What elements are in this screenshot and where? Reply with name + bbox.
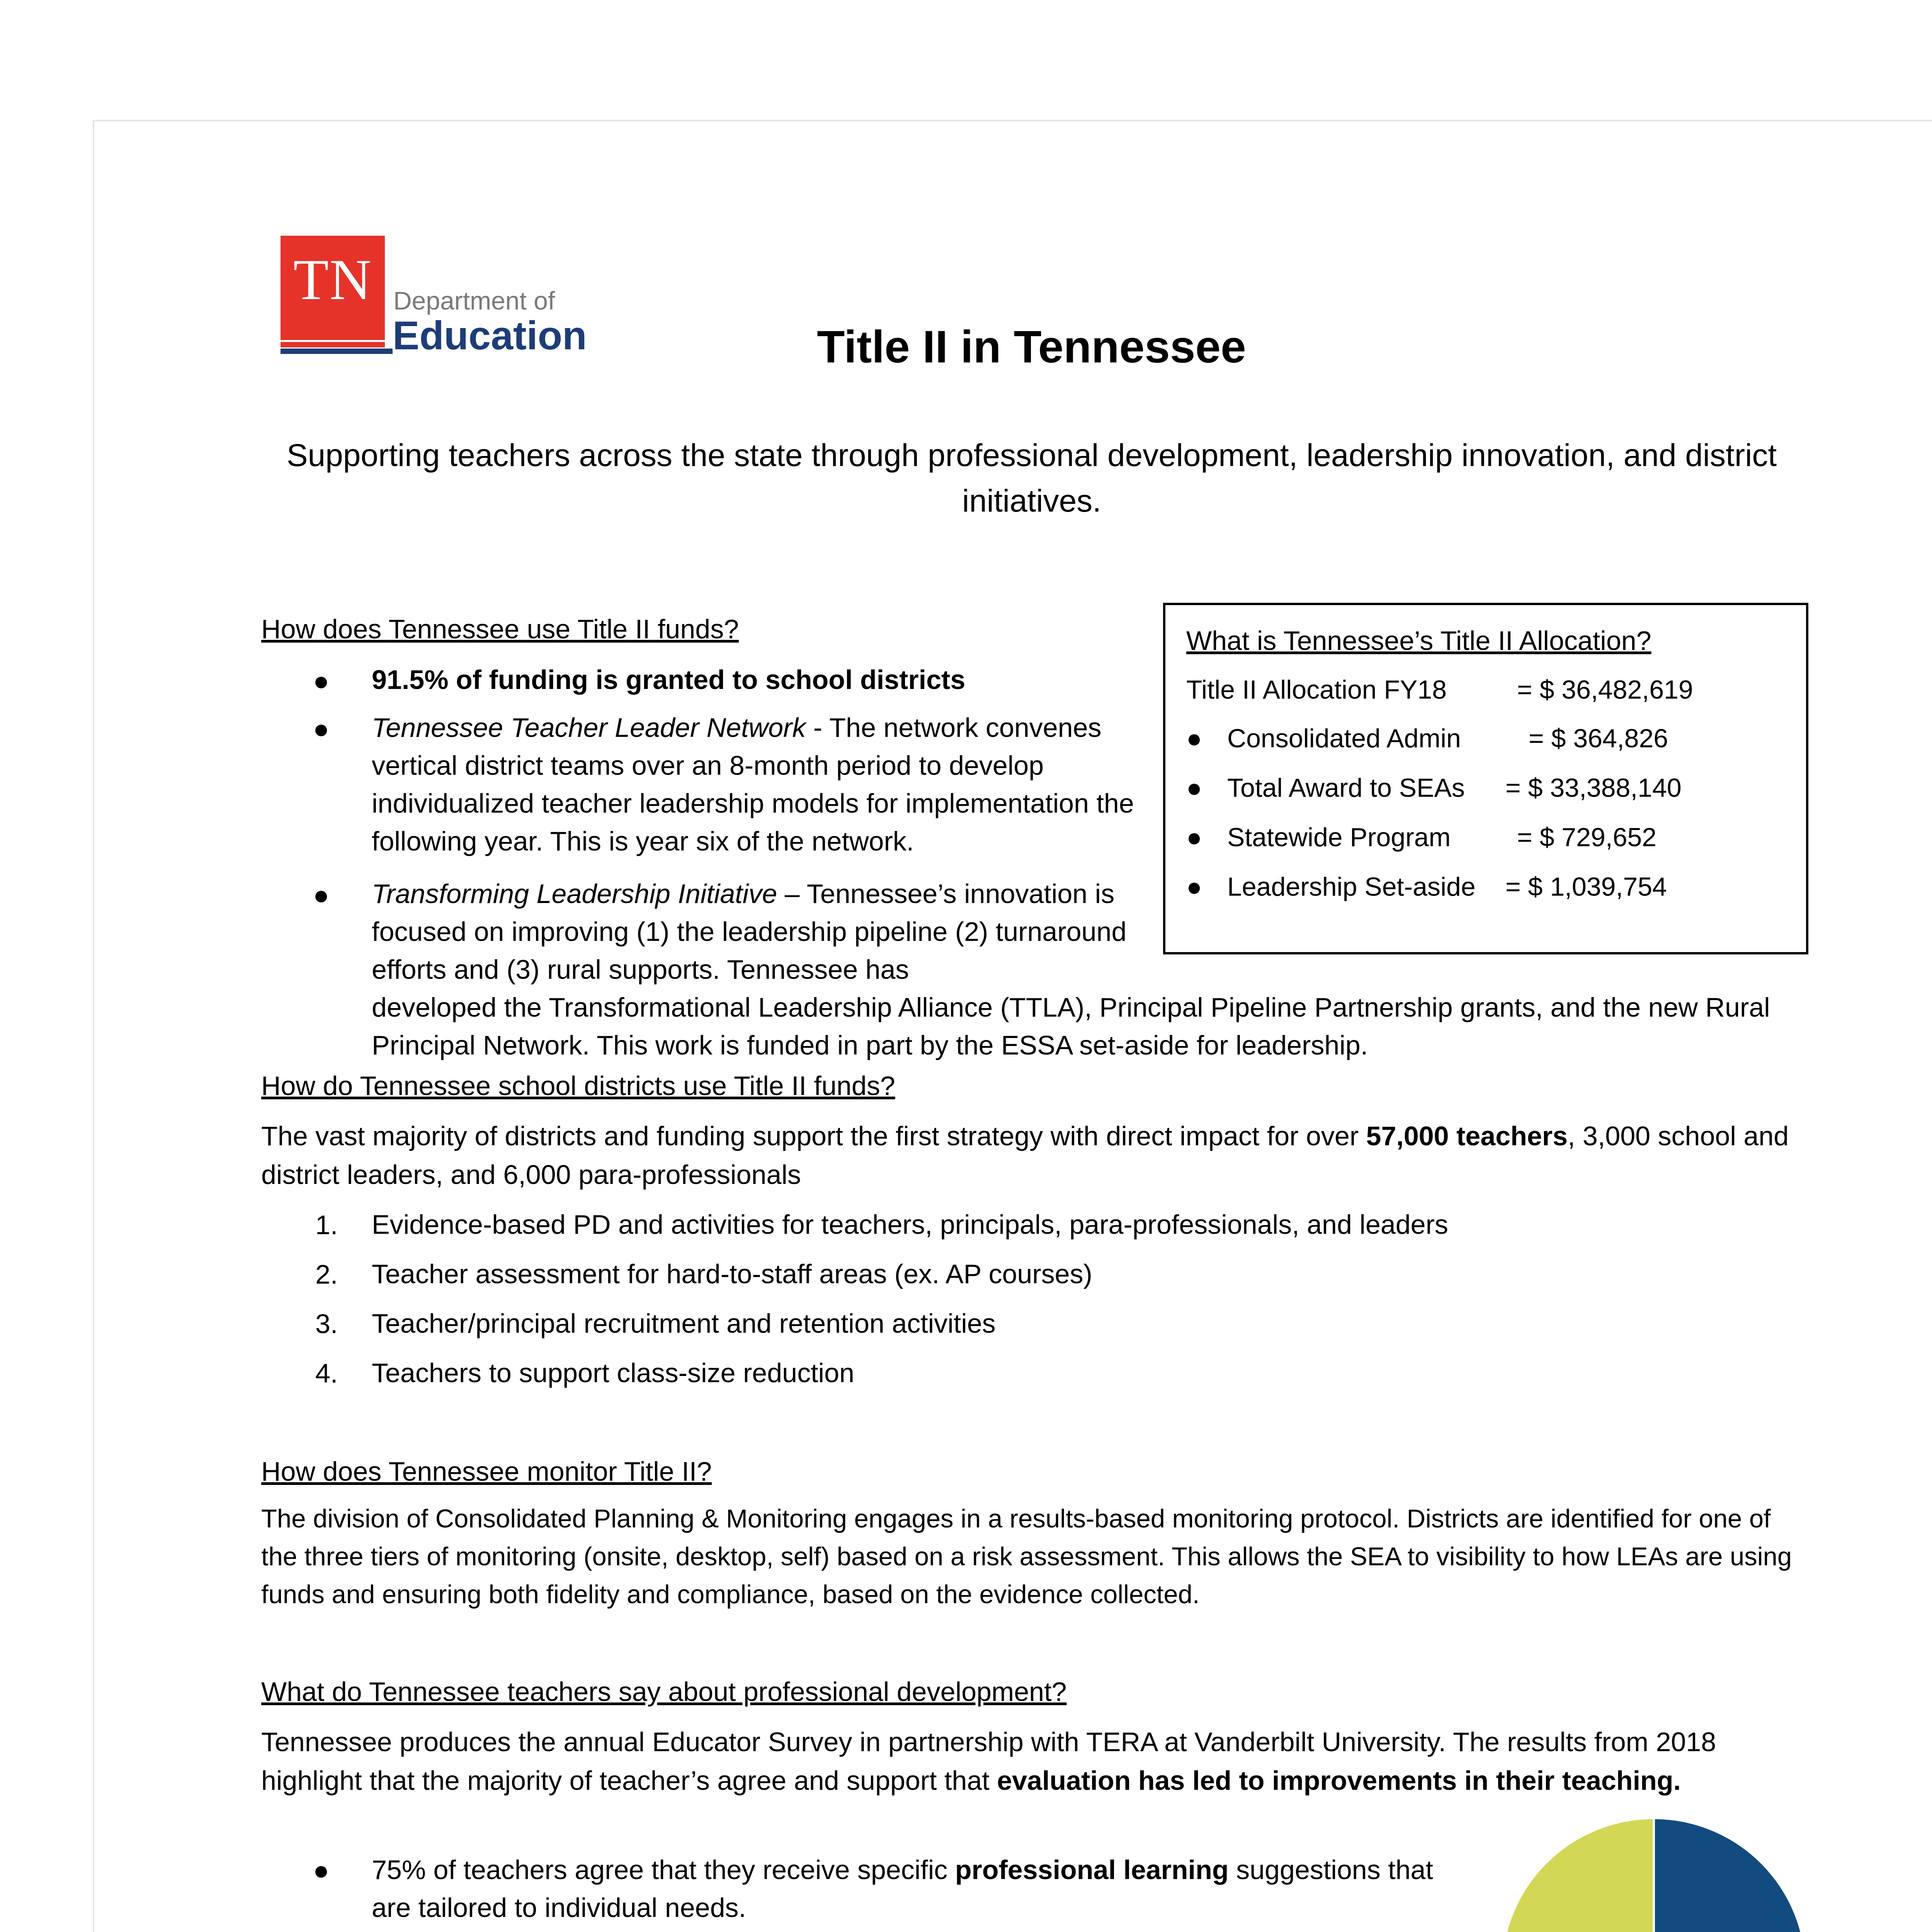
bullet-icon: ●	[1186, 724, 1202, 753]
intro-text: The vast majority of districts and funding support the first strategy with direct impact for over	[261, 1121, 1366, 1151]
pie-slice-other	[1501, 1818, 1654, 1932]
allocation-item-value: = $ 33,388,140	[1505, 773, 1682, 803]
allocation-total-value: = $ 36,482,619	[1517, 675, 1693, 704]
bullet-icon: ●	[1186, 872, 1202, 901]
logo-education-text: Education	[393, 313, 587, 358]
bullet-icon: ●	[1186, 823, 1202, 852]
section3-heading: How does Tennessee monitor Title II?	[261, 1456, 712, 1486]
transforming-leadership-continued: developed the Transformational Leadership Alliance (TTLA), Principal Pipeline Partnership grants, and the new Rural Principal Network. This work is funded in part by the ESSA set-aside for leadership.	[372, 992, 1770, 1060]
list-item: Teacher/principal recruitment and retention activities	[372, 1308, 996, 1338]
logo-tn-text: TN	[293, 248, 372, 312]
bullet-icon: ●	[313, 880, 330, 910]
list-number: 2.	[315, 1259, 338, 1289]
survey-bullet-1	[372, 1851, 1477, 1927]
allocation-item-value: = $ 729,652	[1517, 823, 1657, 852]
transforming-leadership-bullet	[372, 875, 1145, 988]
logo-department-text: Department of	[393, 286, 555, 315]
intro-text: Tennessee produces the annual Educator Survey in partnership with TERA at Vanderbilt University. The results from 2018 highlight that the majority of teacher’s agree and support that	[261, 1727, 1716, 1796]
bullet-icon: ●	[1186, 773, 1202, 803]
bullet-icon: ●	[313, 1855, 330, 1885]
allocation-item-label: Statewide Program	[1227, 823, 1451, 852]
intro-bold: evaluation has led to improvements in their teaching.	[997, 1765, 1681, 1796]
allocation-box	[1163, 603, 1808, 954]
bullet-title: Tennessee Teacher Leader Network	[372, 713, 806, 743]
section1-heading: How does Tennessee use Title II funds?	[261, 614, 739, 644]
section4-intro	[261, 1723, 1807, 1800]
intro-text: , 3,000 school and district leaders, and 6,000 para-professionals	[261, 1121, 1789, 1190]
intro-bold: 57,000 teachers	[1366, 1121, 1568, 1151]
section2-intro	[261, 1117, 1807, 1194]
section2-heading: How do Tennessee school districts use Title II funds?	[261, 1071, 895, 1101]
list-item: Evidence-based PD and activities for teachers, principals, para-professionals, and leaders	[372, 1209, 1448, 1240]
allocation-total-label: Title II Allocation FY18	[1186, 675, 1447, 704]
bullet-text: - The network convenes vertical district teams over an 8-month period to develop individualized teacher leadership models for implementation the following year. This is year six of the network.	[372, 713, 1134, 856]
bullet-icon: ●	[313, 714, 330, 744]
list-item: Teachers to support class-size reduction	[372, 1358, 854, 1388]
pd-value-pie-chart	[1499, 1816, 1808, 1932]
allocation-item-label: Leadership Set-aside	[1227, 872, 1476, 901]
section3-text: The division of Consolidated Planning & Monitoring engages in a results-based monitoring protocol. Districts are identified for one of the three tiers of monitoring (onsite, desktop, self) based on a risk assessment. This allows the SEA to visibility to how LEAs are using funds and ensuring both fidelity and compliance, based on the evidence collected.	[261, 1504, 1792, 1609]
section4-heading: What do Tennessee teachers say about professional development?	[261, 1677, 1067, 1707]
allocation-item-value: = $ 364,826	[1529, 724, 1668, 753]
funding-bullet: 91.5% of funding is granted to school districts	[372, 665, 966, 695]
bullet-text: – Tennessee’s innovation is focused on improving (1) the leadership pipeline (2) turnaround efforts and (3) rural supports. Tennessee has	[372, 879, 1127, 985]
bullet-bold: professional learning	[955, 1855, 1229, 1885]
bullet-text: 75% of teachers agree that they receive specific	[372, 1855, 955, 1885]
bullet-text: suggestions that are tailored to individual needs.	[372, 1855, 1433, 1923]
page-title: Title II in Tennessee	[817, 321, 1246, 372]
list-number: 1.	[315, 1210, 338, 1240]
page-subtitle: Supporting teachers across the state through professional development, leadership innovation, and district initiatives.	[286, 438, 1777, 519]
bullet-title: Transforming Leadership Initiative	[372, 879, 777, 909]
bullet-icon: ●	[313, 666, 330, 696]
list-item: Teacher assessment for hard-to-staff areas (ex. AP courses)	[372, 1259, 1092, 1289]
allocation-item-label: Consolidated Admin	[1227, 724, 1461, 753]
allocation-heading: What is Tennessee’s Title II Allocation?	[1186, 626, 1651, 656]
list-number: 3.	[315, 1309, 338, 1339]
allocation-item-label: Total Award to SEAs	[1227, 773, 1465, 803]
list-number: 4.	[315, 1358, 338, 1388]
teacher-leader-network-bullet	[372, 709, 1152, 860]
allocation-item-value: = $ 1,039,754	[1505, 872, 1667, 901]
